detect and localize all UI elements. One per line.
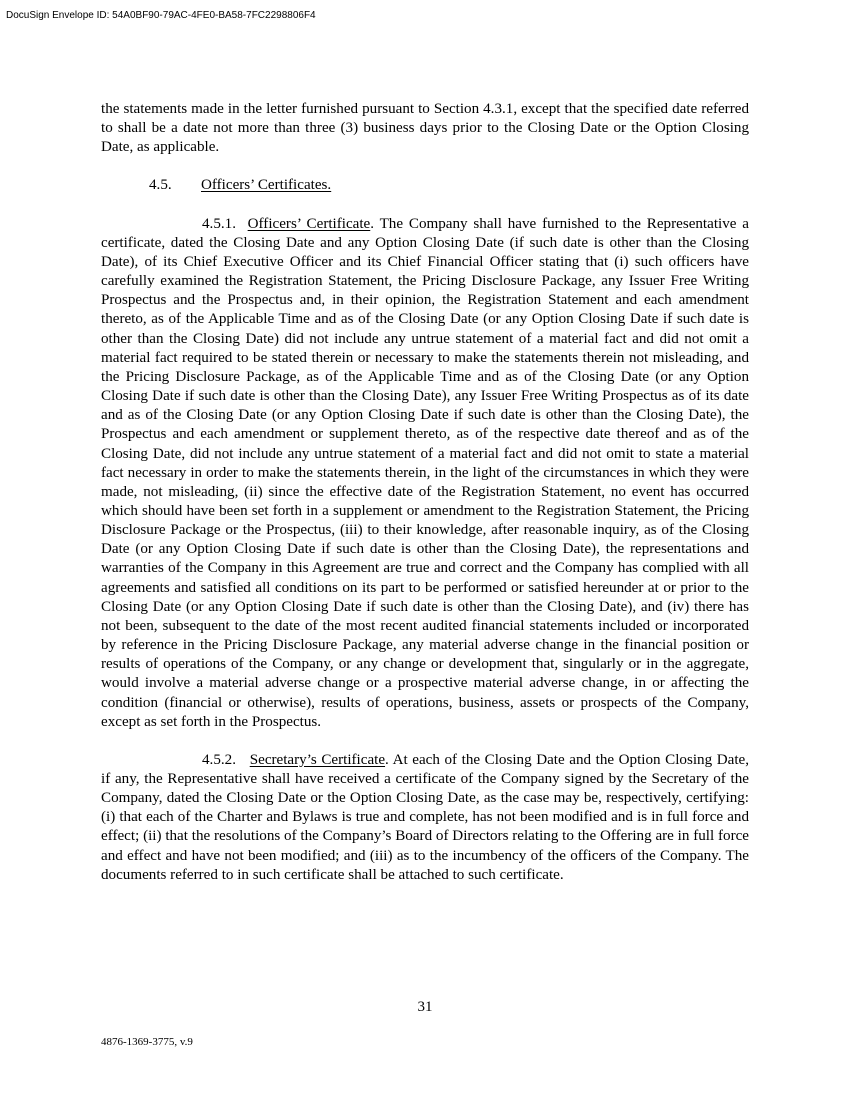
section-number: 4.5. xyxy=(149,177,172,194)
document-body xyxy=(101,100,749,885)
intro-paragraph: the statements made in the letter furnished pursuant to Section 4.3.1, except that the specified date referred to shall be a date not more than three (3) business days prior to the Closing Date or the Option Closing Date, as applicable. xyxy=(101,101,749,156)
subsection-number: 4.5.1. xyxy=(202,215,236,232)
section-title: Officers’ Certificates. xyxy=(201,177,332,194)
subsection-title: Secretary’s Certificate xyxy=(249,751,386,768)
page-number: 31 xyxy=(417,999,433,1015)
document-id: 4876-1369-3775, v.9 xyxy=(101,1036,193,1048)
subsection-title: Officers’ Certificate xyxy=(247,215,371,232)
section-heading-4-5 xyxy=(101,176,749,195)
section-4-5-1-paragraph xyxy=(101,215,749,732)
subsection-number: 4.5.2. xyxy=(202,751,236,768)
subsection-body: . At each of the Closing Date and the Option Closing Date, if any, the Representative shall have received a certificate of the Company signed by the Secretary of the Company, dated the Closing Date or the Option Closing Date, as the case may be, respectively, certifying: (i) that each of the Charter and Bylaws is true and complete, has not been modified and is in full force and effect; (ii) that the resolutions of the Company’s Board of Directors relating to the Offering are in full force and effect and have not been modified; and (iii) as to the incumbency of the officers of the Company. The documents referred to in such certificate shall be attached to such certificate. xyxy=(101,751,749,883)
subsection-body: . The Company shall have furnished to the Representative a certificate, dated the Closing Date and any Option Closing Date (if such date is other than the Closing Date), of its Chief Executive Officer and its Chief Financial Officer stating that (i) such officers have carefully examined the Registration Statement, the Pricing Disclosure Package, any Issuer Free Writing Prospectus and the Prospectus and, in their opinion, the Registration Statement and each amendment thereto, as of the Applicable Time and as of the Closing Date (or any Option Closing Date if such date is other than the Closing Date) did not include any untrue statement of a material fact and did not omit a material fact required to be stated therein or necessary to make the statements therein not misleading, and the Pricing Disclosure Package, as of the Applicable Time and as of the Closing Date (or any Option Closing Date if such date is other than the Closing Date), any Issuer Free Writing Prospectus as of its date and as of the Closing Date (or any Option Closing Date if such date is other than the Closing Date), the Prospectus and each amendment or supplement thereto, as of the respective date thereof and as of the Closing Date, did not include any untrue statement of a material fact and did not omit to state a material fact necessary in order to make the statements therein, in the light of the circumstances in which they were made, not misleading, (ii) since the effective date of the Registration Statement, no event has occurred which should have been set forth in a supplement or amendment to the Registration Statement, the Pricing Disclosure Package or the Prospectus, (iii) to their knowledge, after reasonable inquiry, as of the Closing Date (or any Option Closing Date if such date is other than the Closing Date), the representations and warranties of the Company in this Agreement are true and correct and the Company has complied with all agreements and satisfied all conditions on its part to be performed or satisfied hereunder at or prior to the Closing Date (or any Option Closing Date if such date is other than the Closing Date), and (iv) there has not been, subsequent to the date of the most recent audited financial statements included or incorporated by reference in the Pricing Disclosure Package, any material adverse change in the financial position or results of operations of the Company, or any change or development that, singularly or in the aggregate, would involve a material adverse change or a prospective material adverse change, in or affecting the condition (financial or otherwise), results of operations, business, assets or prospects of the Company, except as set forth in the Prospectus. xyxy=(101,215,749,730)
section-4-5-2-paragraph xyxy=(101,751,749,885)
docusign-envelope-id: DocuSign Envelope ID: 54A0BF90-79AC-4FE0-BA58-7FC2298806F4 xyxy=(6,10,316,21)
